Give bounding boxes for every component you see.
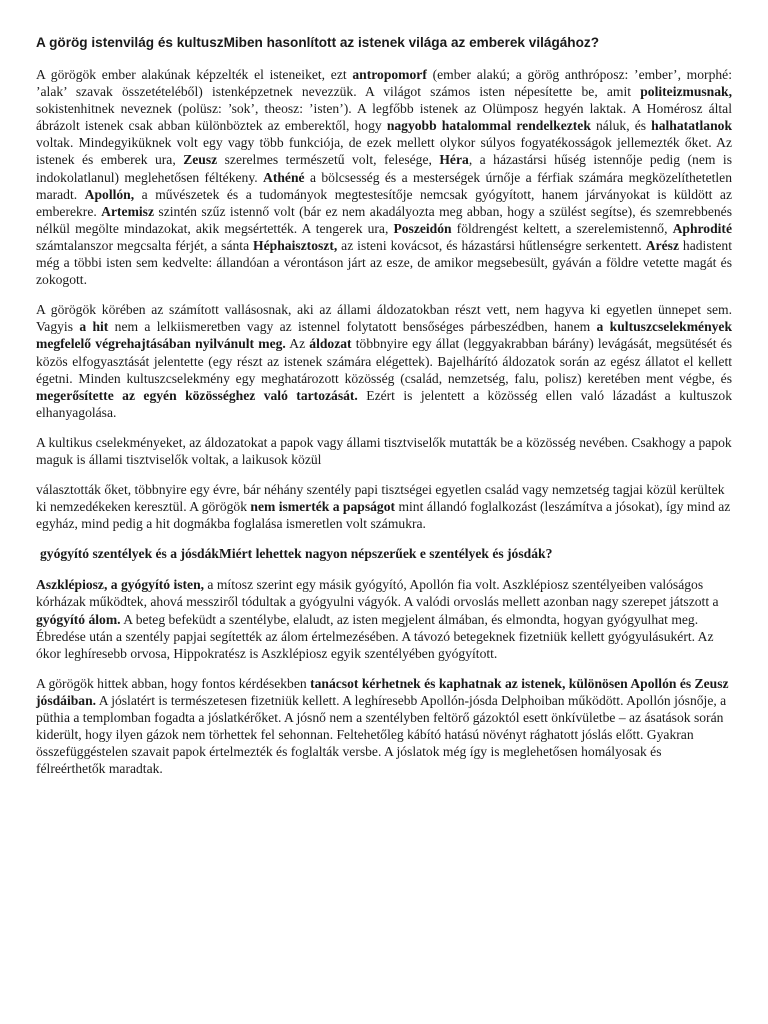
bold-term: Arész bbox=[645, 237, 679, 253]
text-run: többnyire egy állat (leggyakrabban bárány) levágását, megsütését és közös elfogyasztását jelentette (egy részt az istenek számára elégettek). Bajelhárító áldozatok során az egész állatot el kellett égetni. Minden kultuszcselekmény egy meghatározott közösség (család, nemzetség, falu, polisz) keretében ment végbe, és bbox=[36, 336, 732, 386]
bold-term: Héphaisztoszt, bbox=[253, 237, 338, 253]
text-run: A görögök ember alakúnak képzelték el isteneiket, ezt bbox=[36, 67, 353, 82]
bold-term: Athéné bbox=[263, 169, 305, 185]
text-run: voltak. Mindegyiküknek volt egy vagy több funkciója, de ezek mellett olykor súlyos fogyatékosságok jellemezték őket. Az istenek és emberek ura, bbox=[36, 135, 732, 168]
text-run: A görögök körében az számított vallásosnak, aki az állami áldozatokban részt vett, nem hagyva ki egyetlen ünnepet sem. Vagyis bbox=[36, 302, 732, 335]
text-run: a bölcsesség és a mesterségek úrnője a férfiak számára megközelíthetetlen maradt. bbox=[36, 169, 733, 202]
bold-term: Artemisz bbox=[101, 203, 155, 219]
heading-main-title: A görög istenvilág és kultusz bbox=[36, 35, 224, 50]
text-run: , a házastársi hűség istennője pedig (nem is indokolatlanul) meglehetősen féltékeny. bbox=[36, 152, 732, 185]
heading-main bbox=[36, 34, 732, 52]
paragraph-cult-acts bbox=[36, 434, 732, 468]
paragraph-greek-gods bbox=[36, 66, 732, 288]
text-run: számtalanszor megcsalta férjét, a sánta bbox=[36, 237, 254, 253]
text-run: (ember alakú; a görög anthróposz: ’ember’, morphé: ’alak’ szavak összetételéből) istenképzetnek nevezzük. A világot számos isten népesítette be, amit bbox=[36, 67, 732, 100]
paragraph-priests bbox=[36, 481, 732, 532]
text-run: szerelmes természetű volt, felesége, bbox=[217, 152, 440, 168]
bold-term: Aphrodité bbox=[672, 220, 732, 236]
bold-term: antropomorf bbox=[352, 67, 427, 82]
text-run: földrengést keltett, a szerelemistennő, bbox=[451, 220, 673, 236]
bold-term: tanácsot kérhetnek és kaphatnak az istenek, különösen Apollón és Zeusz jósdáiban. bbox=[36, 675, 729, 708]
text-run: A beteg befeküdt a szentélybe, elaludt, az isten megjelent álmában, és elmondta, hogyan gyógyulhat meg. Ébredése után a szentély papjai segítették az álom értelmezésében. A távozó betegeknek fizetniük kellett gyógyulásukért. Az ókor leghíresebb orvosa, Hippokratész is Aszklépiosz egyik szentélyében gyógyított. bbox=[36, 611, 714, 661]
bold-term: Héra bbox=[439, 152, 469, 168]
text-run: náluk, és bbox=[590, 118, 652, 134]
bold-term: áldozat bbox=[309, 336, 352, 352]
text-run: A görögök hittek abban, hogy fontos kérdésekben bbox=[36, 675, 311, 691]
text-run: a művészetek és a tudományok megtestesítője nemcsak gyógyított, hanem járványokat is küldött az emberekre. bbox=[36, 186, 732, 219]
paragraph-religion-cult bbox=[36, 301, 732, 421]
text-run: a mítosz szerint egy másik gyógyító, Apollón fia volt. Aszklépiosz szentélyeiben valóságos kórházak működtek, ahová messziről tódultak a gyógyulni vágyók. A valódi orvoslás mellett azonban nagy szerepet játszott a bbox=[36, 577, 719, 610]
bold-term: Aszklépiosz, a gyógyító isten, bbox=[36, 577, 205, 593]
bold-term: a kultuszcselekmények megfelelő végrehajtásában nyilvánult meg. bbox=[36, 319, 733, 352]
heading-shrines-question: Miért lehettek nagyon népszerűek e szentélyek és jósdák? bbox=[218, 546, 553, 562]
bold-term: a hit bbox=[79, 319, 109, 335]
bold-term: megerősítette az egyén közösséghez való tartozását. bbox=[36, 387, 358, 403]
bold-term: halhatatlanok bbox=[651, 118, 733, 134]
text-run: A kultikus cselekményeket, az áldozatokat a papok vagy állami tisztviselők mutatták be a közösség nevében. Csakhogy a papok maguk is állami tisztviselők voltak, a laikusok közül bbox=[36, 434, 732, 467]
heading-shrines-title: gyógyító szentélyek és a jósdák bbox=[40, 546, 219, 562]
bold-term: politeizmusnak, bbox=[640, 84, 732, 100]
bold-term: nagyobb hatalommal rendelkeztek bbox=[386, 118, 591, 134]
bold-term: Zeusz bbox=[183, 152, 218, 168]
text-run: az isteni kovácsot, és házastársi hűtlenségre serkentett. bbox=[337, 237, 646, 253]
paragraph-oracles bbox=[36, 675, 732, 778]
text-run: szintén szűz istennő volt (bár ez nem akadályozta meg abban, hogy a szülést segítse), és szemrebbenés nélkül megölte mindazokat, akik megsértették. A tengerek ura, bbox=[36, 203, 732, 236]
bold-term: Poszeidón bbox=[393, 220, 452, 236]
text-run: mint állandó foglalkozást (leszámítva a jósokat), így mind az egyház, mind pedig a hit dogmákba foglalása ismeretlen volt számukra. bbox=[36, 499, 731, 532]
bold-term: nem ismerték a papságot bbox=[250, 499, 396, 515]
text-run: Ezért is jelentett a közösség ellen való lázadást a kultuszok elhanyagolása. bbox=[36, 387, 732, 420]
text-run: nem a lelkiismeretben vagy az istennel folytatott bensőséges párbeszédben, hanem bbox=[108, 319, 597, 335]
text-run: hadistent még a többi isten sem kedvelte: állandóan a vérontáson járt az esze, de amikor megsebesült, gyáván a földre vetette magát és zokogott. bbox=[36, 237, 732, 288]
text-run: Az bbox=[285, 336, 310, 352]
paragraph-asclepius bbox=[36, 576, 732, 661]
heading-main-question: Miben hasonlított az istenek világa az emberek világához? bbox=[223, 35, 600, 50]
text-run: választották őket, többnyire egy évre, bár néhány szentély papi tisztségei egyetlen család vagy nemzetség tagjai közül kerültek ki nemzedékeken keresztül. A görögök bbox=[36, 482, 725, 515]
heading-healing-shrines bbox=[36, 545, 732, 562]
bold-term: Apollón, bbox=[84, 186, 135, 202]
text-run: A jóslatért is természetesen fizetniük kellett. A leghíresebb Apollón-jósda Delphoiban működött. Apollón jósnője, a püthia a templomban fogadta a jóslatkérőket. A jósnő nem a szentélyben feltörő gázoktól esett önkívületbe – az ásatások során kiderült, hogy ilyen gázok nem törhettek fel sehonnan. Feltehetőleg kábító hatású növényt rághatott jóslás előtt. Gyakran összefüggéstelen szavait papok értelmezték és foglalták versbe. A jóslatok még így is meglehetősen homályosak és félreérthetők maradtak. bbox=[36, 692, 727, 777]
bold-term: gyógyító álom. bbox=[36, 611, 121, 627]
text-run: sokistenhitnek neveznek (polüsz: ’sok’, theosz: ’isten’). A legfőbb istenek az Olümposz hegyén laktak. A Homérosz által ábrázolt istenek csak abban különböztek az emberektől, hogy bbox=[36, 101, 732, 134]
